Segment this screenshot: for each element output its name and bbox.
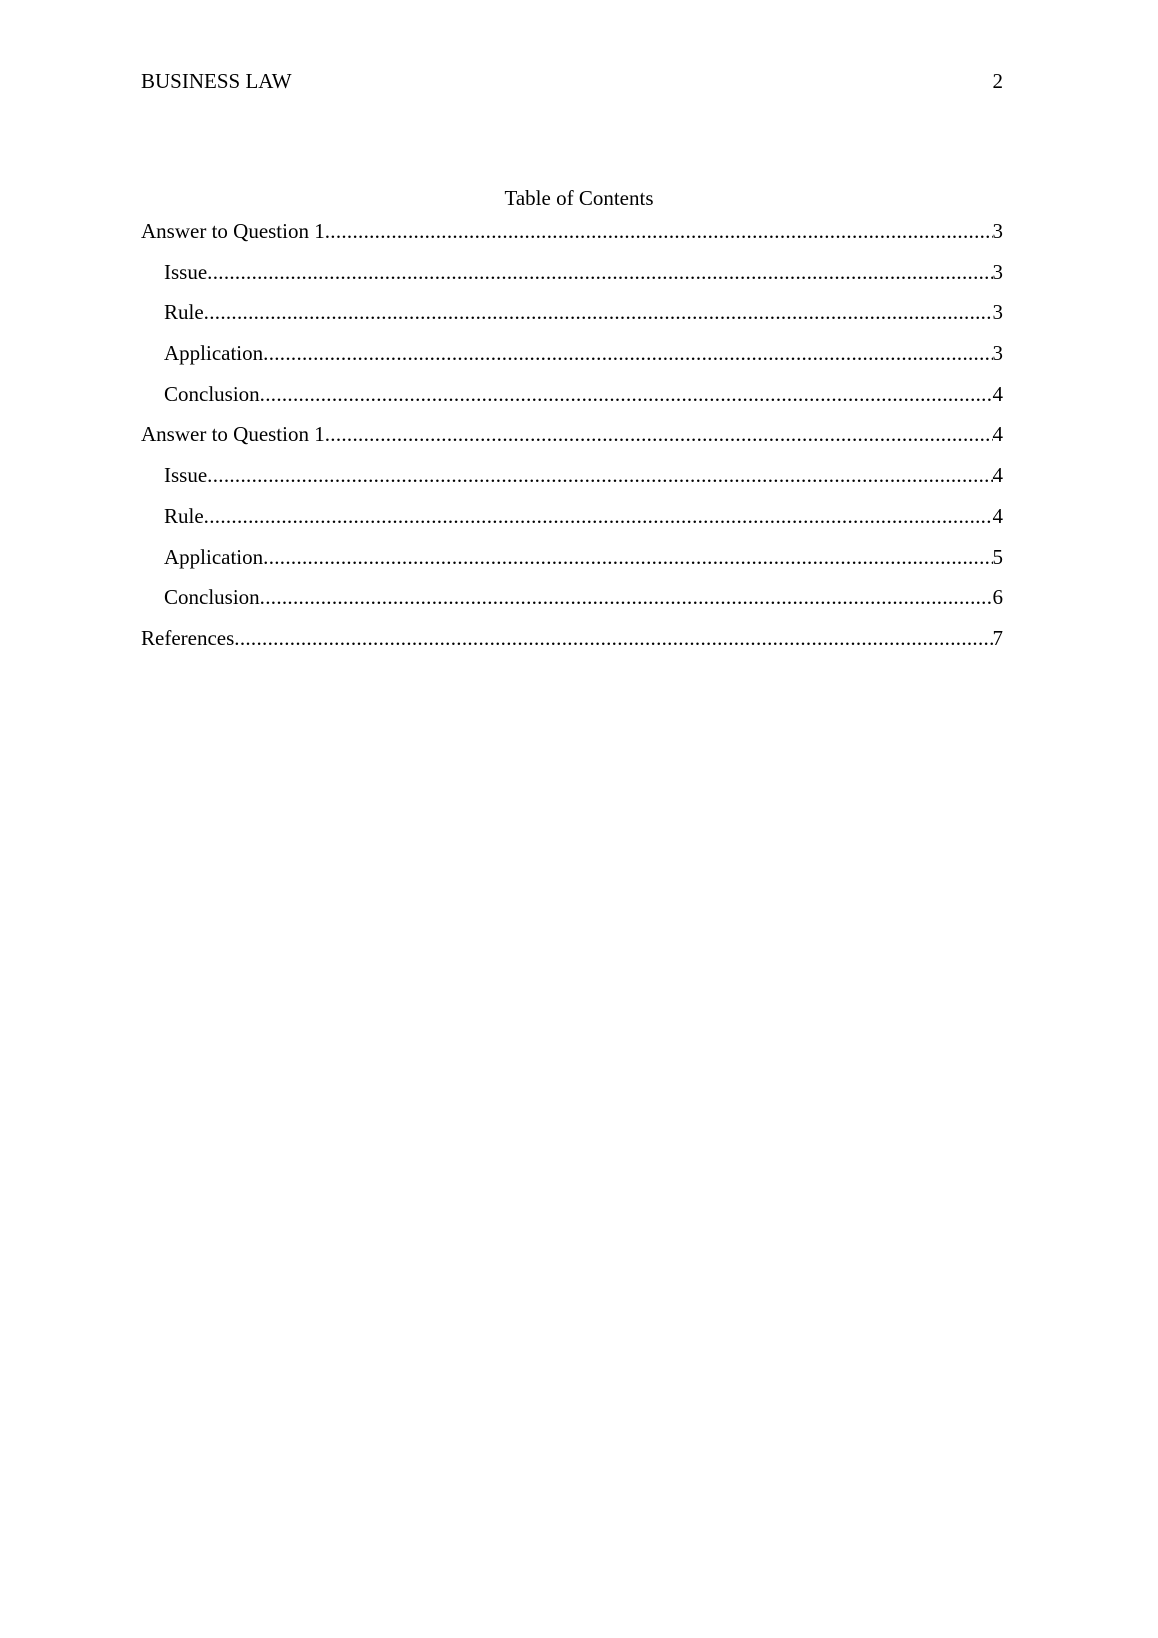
toc-entry-page: 3 (992, 341, 1003, 366)
toc-entry-label: Issue (164, 463, 208, 488)
toc-entry-label: Rule (164, 300, 204, 325)
toc-entry-page: 3 (992, 219, 1003, 243)
toc-entry-label: Answer to Question 1 (141, 422, 325, 447)
toc-entry-page: 3 (992, 259, 1003, 284)
toc-title: Table of Contents (504, 186, 654, 210)
toc-entry-conclusion-b[interactable] (141, 582, 1003, 623)
toc-leader-dots (207, 257, 992, 287)
toc-leader-dots (325, 216, 993, 246)
toc-entry-rule-b[interactable] (141, 501, 1003, 542)
toc-entry-label: Conclusion (164, 381, 260, 406)
toc-entry-page: 4 (992, 381, 1003, 406)
toc-leader-dots (263, 542, 992, 572)
toc-leader-dots (260, 582, 993, 612)
toc-leader-dots (263, 338, 992, 368)
toc-entry-label: Rule (164, 503, 204, 528)
toc-entry-page: 4 (992, 463, 1003, 488)
toc-leader-dots (234, 623, 992, 653)
toc-entry-label: Application (164, 341, 264, 366)
table-of-contents (141, 216, 1003, 664)
page-header (141, 69, 1003, 99)
header-title: BUSINESS LAW (141, 69, 292, 93)
toc-leader-dots (325, 419, 993, 449)
toc-leader-dots (204, 501, 993, 531)
toc-leader-dots (204, 297, 993, 327)
toc-entry-issue-b[interactable] (141, 460, 1003, 501)
toc-entry-conclusion-a[interactable] (141, 379, 1003, 420)
page-number: 2 (992, 69, 1003, 93)
toc-entry-application-a[interactable] (141, 338, 1003, 379)
toc-entry-page: 3 (992, 300, 1003, 325)
toc-entry-label: Conclusion (164, 585, 260, 610)
toc-leader-dots (260, 379, 993, 409)
toc-entry-page: 4 (992, 422, 1003, 447)
toc-entry-label: Application (164, 544, 264, 569)
toc-entry-answer-q1-b[interactable] (141, 419, 1003, 460)
toc-entry-page: 6 (992, 585, 1003, 610)
toc-entry-application-b[interactable] (141, 542, 1003, 583)
toc-entry-references[interactable] (141, 623, 1003, 664)
toc-leader-dots (207, 460, 992, 490)
toc-entry-answer-q1-a[interactable] (141, 216, 1003, 257)
toc-entry-label: References (141, 625, 235, 650)
toc-entry-page: 7 (992, 625, 1003, 650)
toc-entry-label: Answer to Question 1 (141, 219, 325, 243)
toc-entry-label: Issue (164, 259, 208, 284)
toc-entry-page: 4 (992, 503, 1003, 528)
toc-entry-issue-a[interactable] (141, 257, 1003, 298)
toc-entry-page: 5 (992, 544, 1003, 569)
toc-entry-rule-a[interactable] (141, 297, 1003, 338)
